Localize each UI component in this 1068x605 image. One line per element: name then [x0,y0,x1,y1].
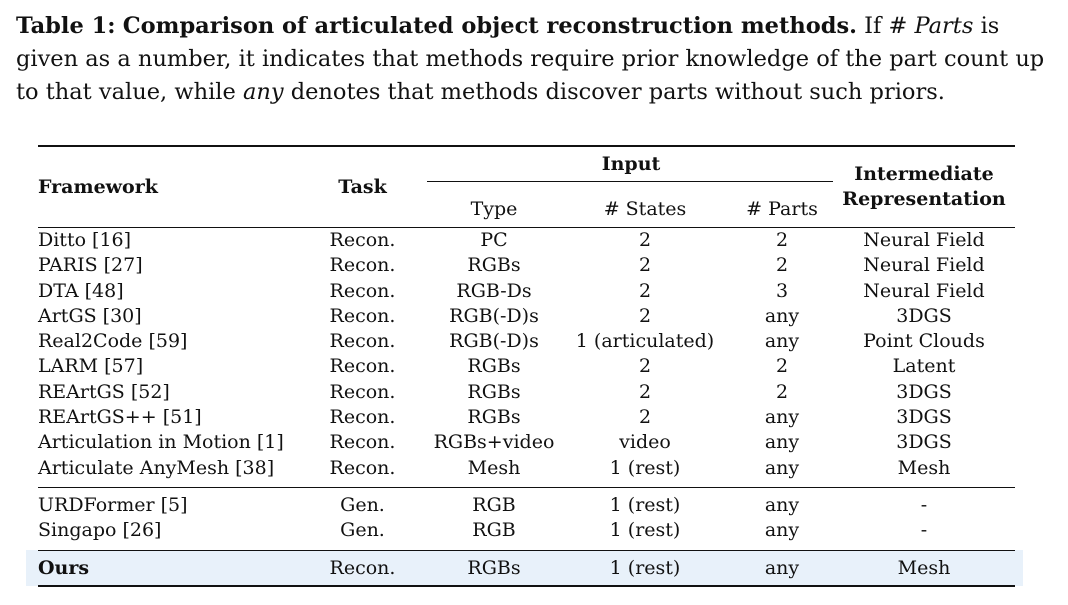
cell-repr: Point Clouds [863,330,985,353]
cell-framework: Real2Code [59] [38,330,188,353]
cell-task: Recon. [329,330,396,353]
table-row [38,279,1015,304]
header-representation [833,146,1015,228]
cell-repr: - [920,519,928,542]
caption-parts-symbol: # Parts [888,13,974,39]
cell-framework: REArtGS++ [51] [38,406,202,429]
cell-states: 2 [638,380,652,403]
cell-parts: any [764,304,800,327]
header-task: Task [296,146,429,228]
cell-framework: LARM [57] [38,355,144,378]
table-row [38,304,1015,329]
caption-label: Table 1: [16,13,116,39]
cell-framework: DTA [48] [38,279,124,302]
cell-type: Mesh [467,456,521,479]
cell-repr: Mesh [833,550,1015,586]
caption-text-2: is given as a number, it indicates that methods require prior knowledge of the part count up to that value, while [16,13,1045,105]
cell-states: 1 (rest) [559,487,731,518]
cell-type: RGBs [467,355,521,378]
cell-task: Recon. [329,279,396,302]
cell-type: RGB(-D)s [449,330,539,353]
cell-states: 2 [638,355,652,378]
comparison-table [38,145,1015,587]
cell-framework: REArtGS [52] [38,380,170,403]
cell-type: RGBs [429,550,559,586]
cell-parts: any [764,406,800,429]
cell-repr: Neural Field [833,228,1015,254]
cell-type: RGB(-D)s [449,304,539,327]
cell-task: Gen. [340,519,385,542]
cell-framework: Articulate AnyMesh [38] [38,456,275,479]
cell-repr: Neural Field [863,279,985,302]
cell-type: RGB [429,487,559,518]
table-row [38,430,1015,455]
cell-type: RGB-Ds [456,279,532,302]
table-row [38,253,1015,278]
table-body-gen [38,487,1015,550]
header-parts: # Parts [746,197,818,220]
header-repr-line2: Representation [842,188,1006,210]
header-repr-line1: Intermediate [854,163,994,185]
cell-states: 2 [638,279,652,302]
table-row-ours [38,550,1015,586]
cell-type: RGBs [467,254,521,277]
caption-any-word: any [242,79,284,105]
cell-parts: any [764,431,800,454]
cell-repr: 3DGS [896,406,952,429]
cell-task: Recon. [329,431,396,454]
header-input [429,146,833,190]
caption-text-3: denotes that methods discover parts without such priors. [290,79,945,105]
cell-parts: 2 [731,228,833,254]
table-caption [16,10,1056,109]
cell-task: Recon. [329,380,396,403]
caption-title: Comparison of articulated object reconstruction methods. [122,13,857,39]
table-body-recon [38,228,1015,488]
cell-framework: ArtGS [30] [38,304,142,327]
cell-task: Recon. [296,550,429,586]
cell-states: 2 [638,304,652,327]
table-row [38,329,1015,354]
cell-task: Recon. [329,406,396,429]
cell-task: Recon. [329,355,396,378]
cell-repr: Neural Field [863,254,985,277]
cell-framework: Ditto [16] [38,228,296,254]
cell-states: 1 (rest) [609,456,681,479]
header-type: Type [470,197,518,220]
cell-parts: 2 [775,355,789,378]
cell-repr: - [833,487,1015,518]
cell-repr: 3DGS [896,304,952,327]
cell-framework: PARIS [27] [38,254,143,277]
table-row [38,518,1015,550]
cell-states: 1 (rest) [559,550,731,586]
cell-task: Recon. [329,456,396,479]
cell-framework: URDFormer [5] [38,487,296,518]
cell-repr: 3DGS [896,380,952,403]
header-input-label: Input [601,153,661,175]
cell-repr: Mesh [897,456,951,479]
cell-task: Recon. [329,304,396,327]
cell-type: RGBs [467,406,521,429]
cell-parts: any [764,330,800,353]
table-row [38,354,1015,379]
cell-states: 2 [638,406,652,429]
cell-parts: any [764,456,800,479]
cell-parts: any [731,487,833,518]
cell-framework: Articulation in Motion [1] [38,431,284,454]
cell-type: RGBs [467,380,521,403]
cell-parts: any [764,519,800,542]
cell-task: Gen. [296,487,429,518]
cell-states: 2 [638,254,652,277]
cell-repr: Latent [892,355,956,378]
cell-parts: 3 [775,279,789,302]
header-states: # States [603,197,687,220]
table-row [38,456,1015,488]
table-row [38,487,1015,518]
input-cmidrule [427,181,833,182]
cell-parts: any [731,550,833,586]
cell-states: 2 [559,228,731,254]
cell-states: 1 (articulated) [575,330,715,353]
cell-states: 1 (rest) [609,519,681,542]
cell-task: Recon. [296,228,429,254]
cell-framework: Ours [38,550,296,586]
table-row [38,228,1015,254]
cell-task: Recon. [329,254,396,277]
cell-type: PC [429,228,559,254]
cell-framework: Singapo [26] [38,519,162,542]
table-row [38,405,1015,430]
cell-type: RGBs+video [433,431,555,454]
caption-text-1: If [864,13,882,39]
table-body-ours [38,550,1015,586]
cell-type: RGB [472,519,516,542]
cell-parts: 2 [775,380,789,403]
header-framework: Framework [38,146,296,228]
cell-parts: 2 [775,254,789,277]
cell-repr: 3DGS [896,431,952,454]
table-row [38,380,1015,405]
cell-states: video [619,431,671,454]
